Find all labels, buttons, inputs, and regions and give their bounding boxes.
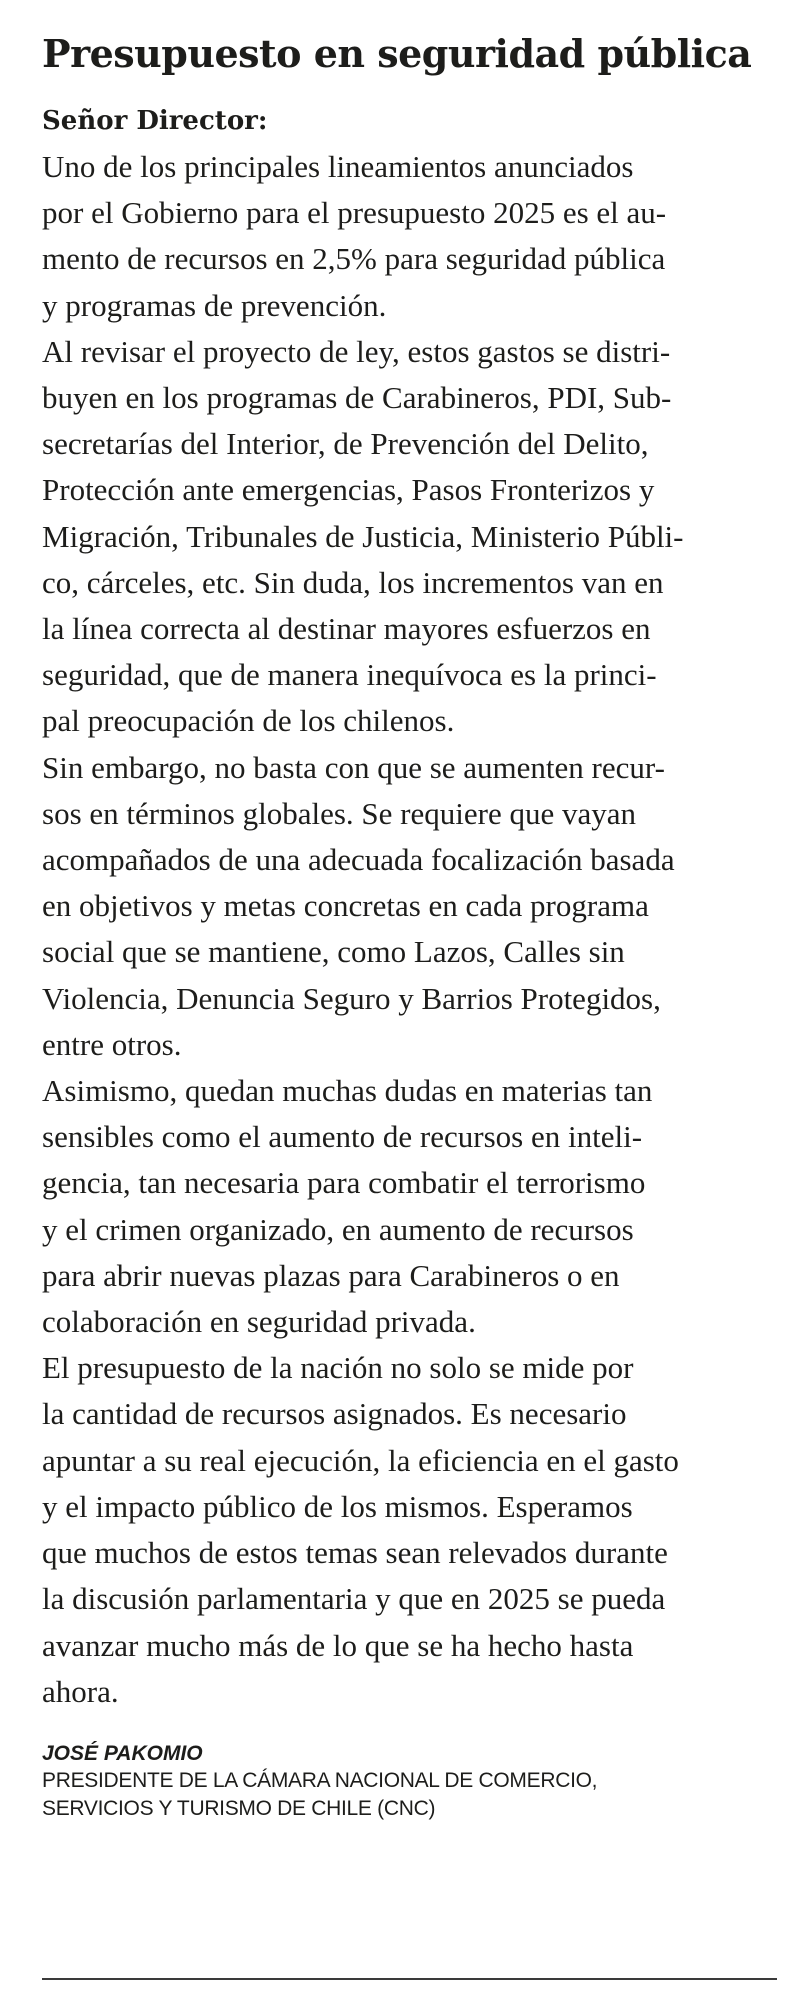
signature-block — [42, 1741, 778, 1823]
body-line: apuntar a su real ejecución, la eficiencia en el gasto — [42, 1442, 679, 1478]
bottom-divider — [42, 1978, 777, 1980]
body-line: colaboración en seguridad privada. — [42, 1304, 476, 1340]
body-line: co, cárceles, etc. Sin duda, los incrementos van en — [42, 564, 664, 600]
body-line: acompañados de una adecuada focalización basada — [42, 842, 675, 878]
body-line: Protección ante emergencias, Pasos Fronterizos y — [42, 472, 655, 508]
body-line: gencia, tan necesaria para combatir el terrorismo — [42, 1165, 646, 1201]
body-line: Sin embargo, no basta con que se aumenten recur- — [42, 749, 665, 785]
body-line: para abrir nuevas plazas para Carabineros o en — [42, 1257, 620, 1293]
body-line: la línea correcta al destinar mayores esfuerzos en — [42, 611, 651, 647]
letter-to-editor — [42, 22, 778, 1823]
body-line: y programas de prevención. — [42, 287, 387, 323]
body-line: secretarías del Interior, de Prevención del Delito, — [42, 426, 649, 462]
body-line: El presupuesto de la nación no solo se mide por — [42, 1350, 634, 1386]
body-line: Al revisar el proyecto de ley, estos gastos se distri- — [42, 333, 671, 369]
body-line: Migración, Tribunales de Justicia, Ministerio Públi- — [42, 518, 684, 554]
body-line: seguridad, que de manera inequívoca es la princi- — [42, 657, 657, 693]
salutation: Señor Director: — [42, 106, 268, 136]
body-line: que muchos de estos temas sean relevados durante — [42, 1535, 668, 1571]
body-line: buyen en los programas de Carabineros, PDI, Sub- — [42, 380, 672, 416]
author-name: JOSÉ PAKOMIO — [42, 1741, 203, 1765]
body-line: la discusión parlamentaria y que en 2025 se pueda — [42, 1581, 666, 1617]
body-line: Uno de los principales lineamientos anunciados — [42, 149, 634, 184]
headline: Presupuesto en seguridad pública — [42, 31, 752, 76]
body-line: la cantidad de recursos asignados. Es necesario — [42, 1396, 627, 1432]
body-line: avanzar mucho más de lo que se ha hecho hasta — [42, 1627, 634, 1663]
body-line: social que se mantiene, como Lazos, Calles sin — [42, 934, 625, 970]
body-line: ahora. — [42, 1673, 119, 1709]
body-line: y el impacto público de los mismos. Esperamos — [42, 1488, 633, 1524]
author-title-line-1: PRESIDENTE DE LA CÁMARA NACIONAL DE COMERCIO, — [42, 1768, 598, 1792]
body-line: por el Gobierno para el presupuesto 2025 es el au- — [42, 195, 667, 231]
letter-body — [42, 144, 778, 1715]
body-line: pal preocupación de los chilenos. — [42, 703, 455, 739]
body-line: y el crimen organizado, en aumento de recursos — [42, 1211, 634, 1247]
body-line: sos en términos globales. Se requiere que vayan — [42, 795, 636, 831]
body-line: Violencia, Denuncia Seguro y Barrios Protegidos, — [42, 980, 661, 1016]
body-line: Asimismo, quedan muchas dudas en materias tan — [42, 1073, 653, 1109]
body-line: sensibles como el aumento de recursos en inteli- — [42, 1119, 643, 1155]
body-line: en objetivos y metas concretas en cada programa — [42, 888, 649, 924]
body-line: mento de recursos en 2,5% para seguridad pública — [42, 241, 666, 277]
author-title-line-2: SERVICIOS Y TURISMO DE CHILE (CNC) — [42, 1796, 436, 1820]
body-line: entre otros. — [42, 1026, 182, 1062]
